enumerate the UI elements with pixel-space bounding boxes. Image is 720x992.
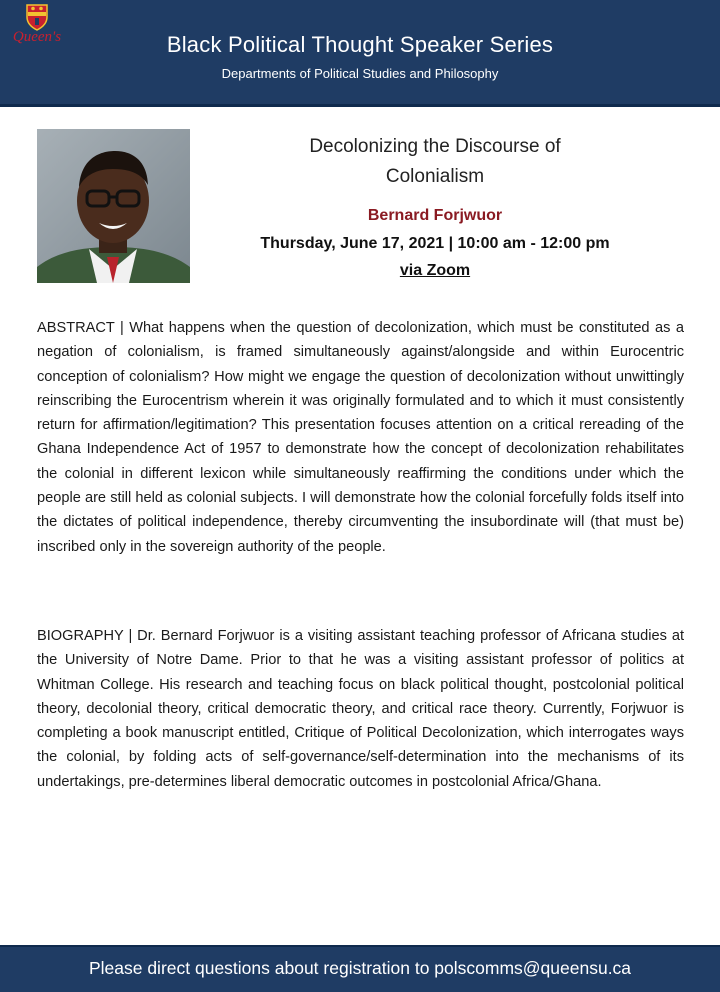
event-title-line2: Colonialism — [385, 166, 485, 187]
event-title — [260, 132, 610, 192]
series-title: Black Political Thought Speaker Series — [166, 32, 554, 57]
biography-paragraph: BIOGRAPHY | Dr. Bernard Forjwuor is a visiting assistant teaching professor of Africana studies at the University of Notre Dame. Prior to that he was a visiting assistant professor of politics at Whitman College. His research and teaching focus on black political thought, postcolonial political theory, decolonial theory, critical democratic theory, and critical race theory. Currently, Forjwuor is completing a book manuscript entitled, Critique of Political Decolonization, which interrogates ways the colonial, by folding acts of self-governance/self-determination into the mechanisms of its undertakings, pre-determines liberal democratic outcomes in postcolonial Africa/Ghana. — [37, 628, 684, 790]
event-datetime: Thursday, June 17, 2021 | 10:00 am - 12:00 pm — [260, 235, 610, 252]
zoom-link[interactable]: via Zoom — [399, 262, 471, 279]
event-title-line1: Decolonizing the Discourse of — [309, 136, 561, 157]
speaker-photo — [37, 129, 190, 283]
speaker-name: Bernard Forjwuor — [367, 207, 503, 224]
event-location — [260, 262, 610, 280]
header-banner — [0, 0, 720, 107]
registration-contact: Please direct questions about registration to polscomms@queensu.ca — [88, 958, 632, 978]
logo-wordmark: Queen's — [12, 29, 62, 45]
series-subtitle: Departments of Political Studies and Philosophy — [221, 66, 499, 81]
abstract-paragraph: ABSTRACT | What happens when the question of decolonization, which must be constituted as a negation of colonialism, is framed simultaneously against/alongside and within Eurocentric conception of colonialism? How might we engage the question of decolonization without unwittingly reinscribing the Eurocentrism wherein it was originally formulated and to which it must consistently return for affirmation/legitimation? This presentation focuses attention on a critical rereading of the Ghana Independence Act of 1957 to demonstrate how the concept of decolonization rehabilitates the colonial in different lexicon while simultaneously reaffirming the conditions under which the people are still held as colonial subjects. I will demonstrate how the colonial forcefully folds itself into the dictates of political independence, thereby circumventing the insubordinate will (that must be) inscribed only in the sovereign authority of the people. — [37, 320, 684, 555]
footer-banner — [0, 945, 720, 992]
crest-icon — [25, 3, 49, 31]
